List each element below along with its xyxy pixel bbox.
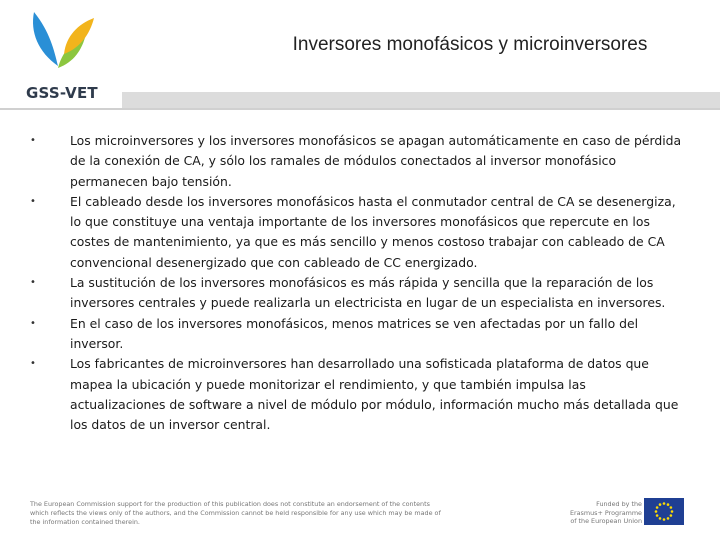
funded-line-2: Erasmus+ Programme [569, 508, 642, 517]
bullet-item [30, 354, 682, 435]
eu-stars-icon [644, 498, 684, 525]
bullet-text: La sustitución de los inversores monofásicos es más rápida y sencilla que la reparación de los inversores centrales y puede realizarla un electricista en lugar de un especialista en inversores. [70, 275, 666, 311]
funded-line-3: of the European Union [570, 517, 642, 525]
eu-disclaimer: The European Commission support for the production of this publication does not constitute an endorsement of the contents which reflects the views only of the authors, and the Commission cannot be held responsible for any use which may be made of the information contained therein. [30, 500, 441, 526]
bullet-dot-icon: • [30, 135, 36, 146]
bullet-text: En el caso de los inversores monofásicos, menos matrices se ven afectadas por un fallo del inversor. [70, 315, 639, 351]
bullet-list [30, 131, 682, 435]
bullet-dot-icon: • [30, 358, 36, 370]
slide-title: Inversores monofásicos y microinversores [292, 34, 648, 55]
bullet-item [30, 192, 682, 273]
bullet-text: El cableado desde los inversores monofásicos hasta el conmutador central de CA se desenergiza, lo que constituye una ventaja importante de los inversores monofásicos que repercute en los costes de mantenimiento, ya que es más sencillo y menos costoso trabajar con cableado de CA convencional desenergizado que con cableado de CC energizado. [70, 193, 676, 270]
leaf-logo-icon [28, 6, 108, 82]
bullet-dot-icon: • [30, 195, 36, 207]
bullet-dot-icon: • [30, 277, 36, 289]
bullet-item [30, 273, 682, 314]
bullet-item [30, 131, 682, 192]
header-divider [0, 108, 720, 110]
eu-flag-icon [644, 498, 684, 525]
bullet-text: Los microinversores y los inversores monofásicos se apagan automáticamente en caso de pérdida de la conexión de CA, y sólo los ramales de módulos conectados al inversor monofásico permanecen bajo tensión. [70, 133, 682, 189]
gss-vet-logo [24, 6, 110, 102]
bullet-text: Los fabricantes de microinversores han desarrollado una sofisticada plataforma de datos que mapea la ubicación y puede monitorizar el rendimiento, y que también impulsa las actualizaciones de software a nivel de módulo por módulo, información mucho más detallada que los datos de un inversor central. [70, 356, 679, 433]
bullet-item [30, 314, 682, 355]
logo-text: GSS-VET [26, 84, 98, 102]
funded-by-label [560, 500, 642, 526]
funded-line-1: Funded by the [596, 500, 642, 508]
bullet-dot-icon: • [30, 317, 36, 329]
